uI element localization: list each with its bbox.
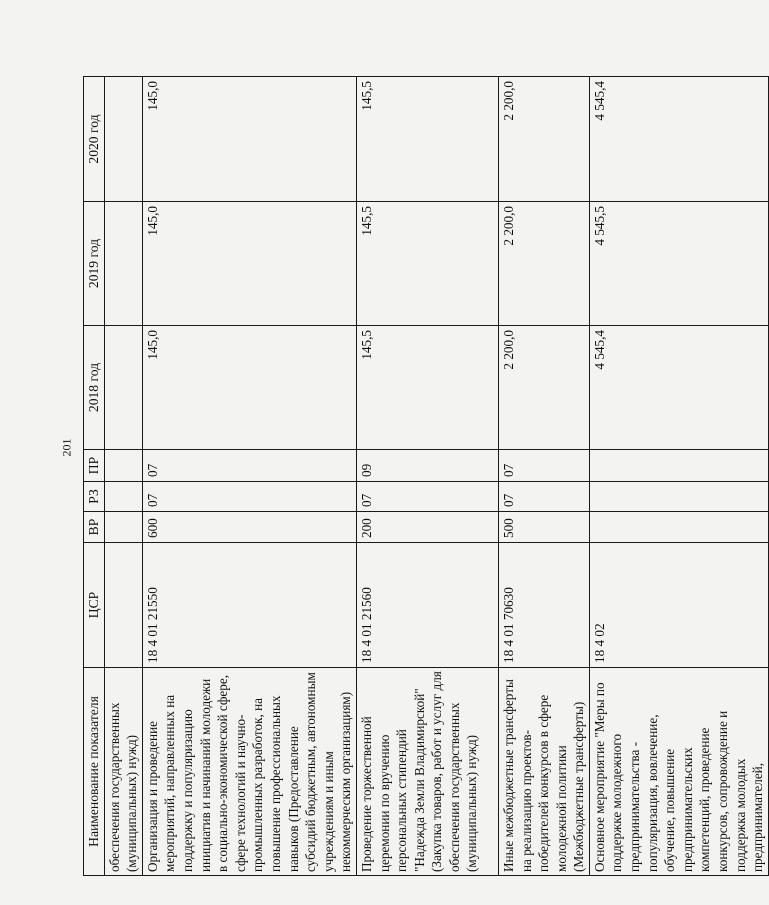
row-name: Организация и проведение мероприятий, направленных на поддержку и популяризацию инициатив и начинаний молодежи в социально-экономической сфере, сфере технологий и научно-промышленных разработок, на повышение профессиональных навыков (Предоставление субсидий бюджетным, автономным учреждениям и иным некоммерческим организациям) <box>142 668 356 876</box>
row-pr <box>589 450 768 482</box>
table-row <box>356 77 498 876</box>
row-vr: 500 <box>498 512 589 543</box>
table-row <box>589 77 768 876</box>
column-header-2019: 2019 год <box>84 202 105 326</box>
row-2020: 2 200,0 <box>498 77 589 202</box>
table-header-row <box>84 77 105 876</box>
table-row <box>104 77 142 876</box>
table-row <box>142 77 356 876</box>
row-vr <box>589 512 768 543</box>
row-pr: 09 <box>356 450 498 482</box>
row-2019: 145,0 <box>142 202 356 326</box>
row-pr: 07 <box>142 450 356 482</box>
row-csr: 18 4 01 70630 <box>498 543 589 668</box>
row-rz: 07 <box>498 482 589 512</box>
column-header-rz: РЗ <box>84 482 105 512</box>
row-2019: 4 545,5 <box>589 202 768 326</box>
row-vr: 200 <box>356 512 498 543</box>
row-rz: 07 <box>356 482 498 512</box>
row-csr: 18 4 01 21550 <box>142 543 356 668</box>
row-vr: 600 <box>142 512 356 543</box>
page-number: 201 <box>59 438 74 457</box>
row-name: Основное мероприятие "Меры по поддержке молодежного предпринимательства - популяризация, вовлечение, обучение, повышение предпринимательских компетенций, проведение конкурсов, сопровождение и поддержка молодых предпринимателей, <box>589 668 768 876</box>
row-2020: 145,0 <box>142 77 356 202</box>
row-rz: 07 <box>142 482 356 512</box>
budget-table <box>83 76 769 876</box>
row-pr: 07 <box>498 450 589 482</box>
row-name: Проведение торжественной церемонии по вручению персональных стипендий "Надежда Земли Владимирской" (Закупка товаров, работ и услуг для обеспечения государственных (муниципальных) нужд) <box>356 668 498 876</box>
document-page <box>83 77 766 876</box>
row-2018: 145,5 <box>356 326 498 450</box>
row-2019: 145,5 <box>356 202 498 326</box>
row-2020 <box>104 77 142 202</box>
row-csr <box>104 543 142 668</box>
row-rz <box>589 482 768 512</box>
row-pr <box>104 450 142 482</box>
row-name: Иные межбюджетные трансферты на реализацию проектов-победителей конкурсов в сфере молодежной политики (Межбюджетные трансферты) <box>498 668 589 876</box>
row-vr <box>104 512 142 543</box>
row-csr: 18 4 02 <box>589 543 768 668</box>
row-2019: 2 200,0 <box>498 202 589 326</box>
row-2018 <box>104 326 142 450</box>
column-header-pr: ПР <box>84 450 105 482</box>
column-header-vr: ВР <box>84 512 105 543</box>
row-2020: 4 545,4 <box>589 77 768 202</box>
row-2019 <box>104 202 142 326</box>
row-2020: 145,5 <box>356 77 498 202</box>
row-csr: 18 4 01 21560 <box>356 543 498 668</box>
row-name: обеспечения государственных (муниципальных) нужд) <box>104 668 142 876</box>
column-header-2018: 2018 год <box>84 326 105 450</box>
column-header-name: Наименование показателя <box>84 668 105 876</box>
row-2018: 145,0 <box>142 326 356 450</box>
table-row <box>498 77 589 876</box>
column-header-csr: ЦСР <box>84 543 105 668</box>
column-header-2020: 2020 год <box>84 77 105 202</box>
row-2018: 4 545,4 <box>589 326 768 450</box>
row-2018: 2 200,0 <box>498 326 589 450</box>
rotated-table-frame <box>83 77 766 876</box>
row-rz <box>104 482 142 512</box>
